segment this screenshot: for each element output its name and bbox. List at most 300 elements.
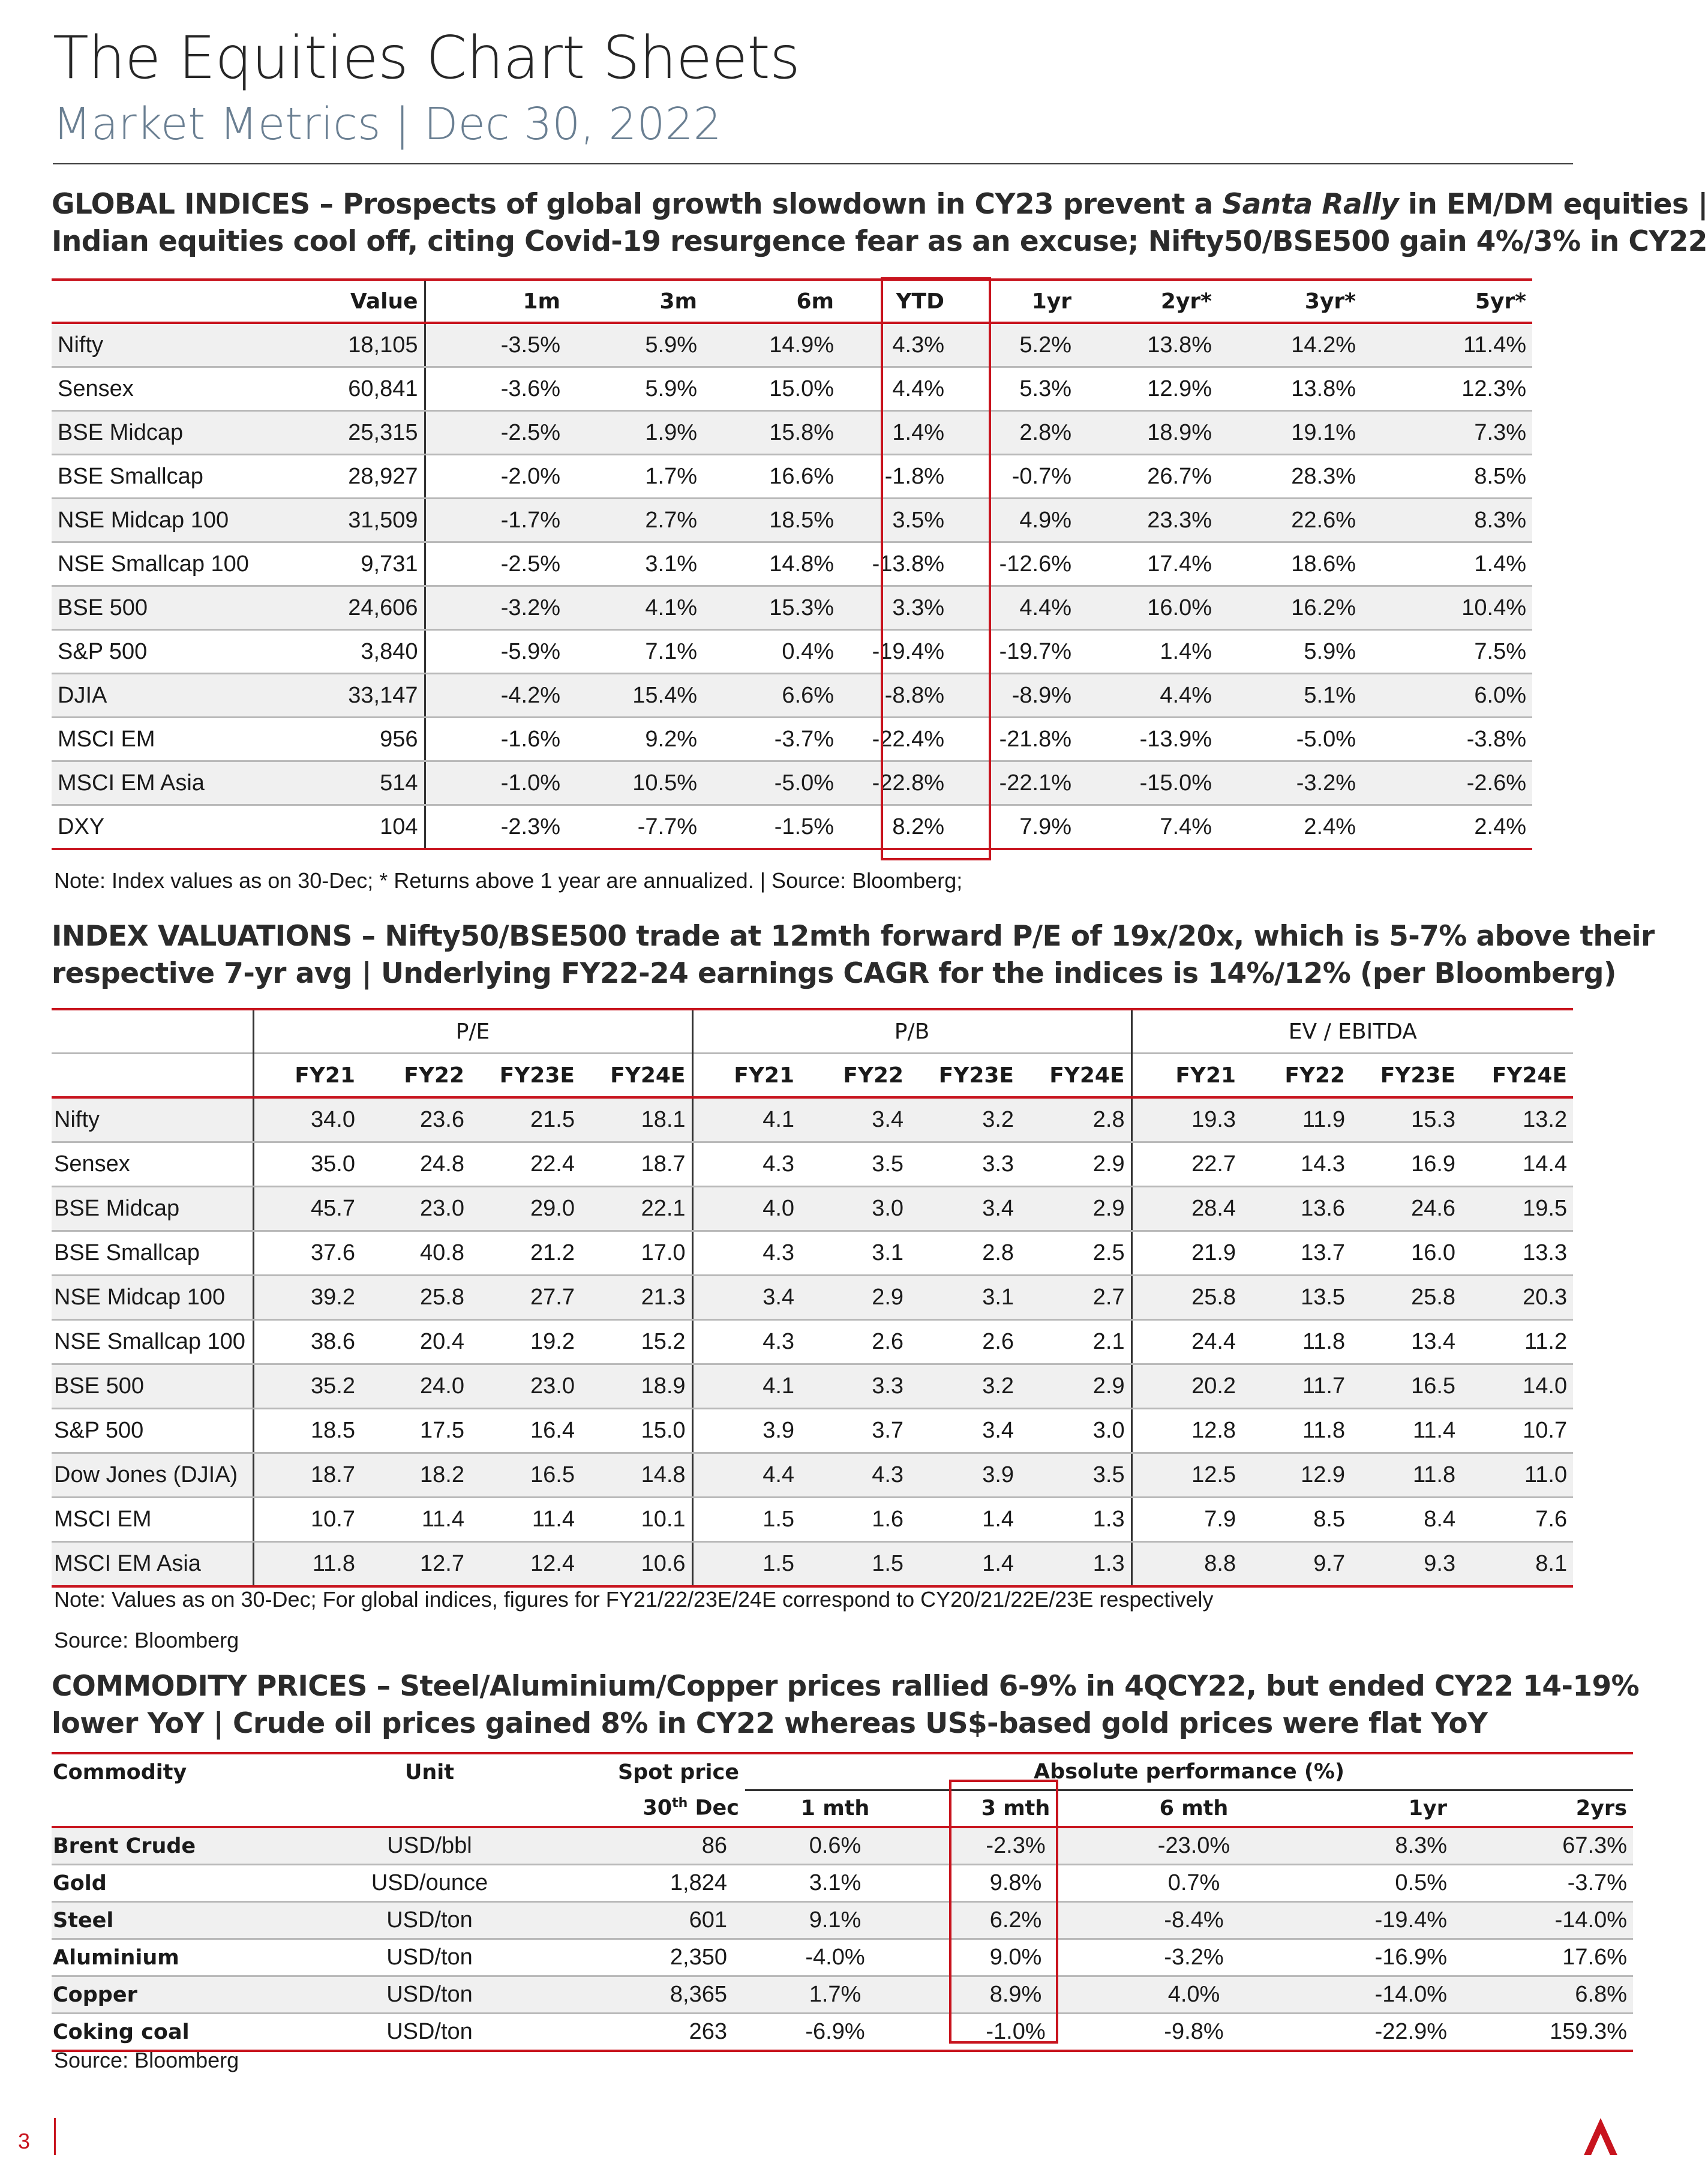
table-cell: -5.0%	[703, 761, 840, 805]
table-cell: 0.4%	[703, 630, 840, 674]
table-cell: 14.2%	[1218, 323, 1362, 367]
table-header-row	[52, 1753, 1633, 1790]
table-cell: 22.7	[1131, 1142, 1242, 1187]
table-cell: -16.9%	[1281, 1939, 1453, 1976]
column-header: FY24E	[1461, 1054, 1573, 1098]
table-cell: 11.7	[1242, 1364, 1351, 1409]
table-cell: 3.3	[909, 1142, 1020, 1187]
table-cell: 16.5	[470, 1453, 581, 1498]
table-cell: -2.3%	[425, 805, 566, 850]
table-cell: 14.3	[1242, 1142, 1351, 1187]
table-cell: 3.9	[692, 1409, 800, 1453]
table-cell: 24.6	[1351, 1187, 1461, 1231]
table-cell: 8.5	[1242, 1498, 1351, 1542]
index-valuations-heading	[52, 918, 1655, 992]
table-cell: 40.8	[361, 1231, 470, 1276]
column-header: 2yrs	[1453, 1790, 1633, 1828]
table-cell: -9.8%	[1106, 2014, 1281, 2051]
table-group-header-row	[52, 1009, 1573, 1054]
table-cell: 1.4%	[1077, 630, 1218, 674]
table-cell: -1.8%	[840, 455, 950, 499]
table-row	[52, 1409, 1573, 1453]
page-title: The Equities Chart Sheets	[53, 24, 800, 92]
table-cell: 24.8	[361, 1142, 470, 1187]
table-cell: 9.0%	[925, 1939, 1106, 1976]
table-cell: 15.3%	[703, 586, 840, 630]
table-cell: -8.9%	[950, 674, 1077, 718]
table-cell: -1.6%	[425, 718, 566, 761]
column-header: FY24E	[581, 1054, 692, 1098]
table-row	[52, 1097, 1573, 1142]
heading-text: Indian equities cool off, citing Covid-19 resurgence fear as an excuse; Nifty50/BSE500 gain 4%/3% in CY22	[52, 225, 1707, 258]
table-cell: -8.8%	[840, 674, 950, 718]
column-header	[52, 280, 286, 323]
row-label: Steel	[52, 1902, 316, 1939]
table-cell: 3.2	[909, 1097, 1020, 1142]
table-row	[52, 367, 1532, 411]
table-cell: 4.3%	[840, 323, 950, 367]
table-cell: USD/ton	[316, 2014, 544, 2051]
table-cell: -8.4%	[1106, 1902, 1281, 1939]
table-cell: 956	[286, 718, 425, 761]
page-subtitle: Market Metrics | Dec 30, 2022	[53, 98, 722, 150]
table-cell: 45.7	[253, 1187, 361, 1231]
table-cell: 4.4	[692, 1453, 800, 1498]
table-cell: 263	[544, 2014, 745, 2051]
table-cell: -19.4%	[1281, 1902, 1453, 1939]
table-cell: 5.2%	[950, 323, 1077, 367]
table-cell: 1.4	[909, 1542, 1020, 1587]
spot-date-suffix: th	[672, 1795, 688, 1811]
table-cell: 2.5	[1020, 1231, 1131, 1276]
row-label: S&P 500	[52, 630, 286, 674]
table-cell: 3.1	[800, 1231, 909, 1276]
table-cell: 9.2%	[566, 718, 703, 761]
spot-date-day: 30	[643, 1796, 673, 1820]
table-cell: 7.9	[1131, 1498, 1242, 1542]
table-cell: 6.8%	[1453, 1976, 1633, 2014]
table-cell: 9,731	[286, 542, 425, 586]
table-cell: 38.6	[253, 1320, 361, 1364]
heading-text: GLOBAL INDICES – Prospects of global growth slowdown in CY23 prevent a	[52, 188, 1223, 221]
table-cell: -2.3%	[925, 1827, 1106, 1865]
table-cell: 10.5%	[566, 761, 703, 805]
table-cell: 18.7	[581, 1142, 692, 1187]
table-cell: 16.4	[470, 1409, 581, 1453]
table-cell: 11.8	[1242, 1320, 1351, 1364]
table-cell: 514	[286, 761, 425, 805]
table-cell: 22.1	[581, 1187, 692, 1231]
column-header-unit: Unit	[316, 1753, 544, 1790]
row-label: Nifty	[52, 323, 286, 367]
table-cell: 2.9	[1020, 1364, 1131, 1409]
table-cell: 1.7%	[566, 455, 703, 499]
table-cell: 27.7	[470, 1276, 581, 1320]
table-cell: 9.8%	[925, 1865, 1106, 1902]
table-row	[52, 1976, 1633, 2014]
table-cell: 4.1%	[566, 586, 703, 630]
table-cell: 9.7	[1242, 1542, 1351, 1587]
table-cell: 3.3%	[840, 586, 950, 630]
row-label: Dow Jones (DJIA)	[52, 1453, 253, 1498]
table-cell: 16.0	[1351, 1231, 1461, 1276]
table-cell: 4.3	[692, 1142, 800, 1187]
table-cell: 3.1%	[745, 1865, 925, 1902]
row-label: Sensex	[52, 1142, 253, 1187]
table-cell: 19.3	[1131, 1097, 1242, 1142]
table-cell: 2.8	[1020, 1097, 1131, 1142]
table-cell: 17.0	[581, 1231, 692, 1276]
table-cell: -23.0%	[1106, 1827, 1281, 1865]
table-cell: 86	[544, 1827, 745, 1865]
heading-text: in EM/DM equities |	[1398, 188, 1708, 221]
table-cell: 18.7	[253, 1453, 361, 1498]
column-header: FY24E	[1020, 1054, 1131, 1098]
table-cell: 67.3%	[1453, 1827, 1633, 1865]
table-cell: 12.3%	[1362, 367, 1532, 411]
row-label: Gold	[52, 1865, 316, 1902]
table-cell: 12.8	[1131, 1409, 1242, 1453]
column-header: 6 mth	[1106, 1790, 1281, 1828]
table-cell: 3.4	[800, 1097, 909, 1142]
row-label: Sensex	[52, 367, 286, 411]
table-cell: USD/bbl	[316, 1827, 544, 1865]
table-cell: 21.3	[581, 1276, 692, 1320]
table-row	[52, 455, 1532, 499]
table-cell: -3.2%	[425, 586, 566, 630]
row-label: BSE Midcap	[52, 411, 286, 455]
row-label: Coking coal	[52, 2014, 316, 2051]
column-header: 1m	[425, 280, 566, 323]
table-cell: 18.5	[253, 1409, 361, 1453]
column-header-spot-date	[544, 1790, 745, 1828]
row-label: BSE 500	[52, 1364, 253, 1409]
table-cell: 11.8	[1242, 1409, 1351, 1453]
table-cell: 7.4%	[1077, 805, 1218, 850]
table-cell: 6.6%	[703, 674, 840, 718]
empty-header-cell	[52, 1790, 316, 1828]
table-cell: 20.2	[1131, 1364, 1242, 1409]
table-row	[52, 323, 1532, 367]
column-header: 2yr*	[1077, 280, 1218, 323]
table-cell: 1,824	[544, 1865, 745, 1902]
table-row	[52, 1231, 1573, 1276]
table-cell: 22.4	[470, 1142, 581, 1187]
table-cell: 10.1	[581, 1498, 692, 1542]
table-cell: 8.3%	[1281, 1827, 1453, 1865]
table-cell: 60,841	[286, 367, 425, 411]
table-cell: -5.0%	[1218, 718, 1362, 761]
table-cell: 28,927	[286, 455, 425, 499]
table-cell: -3.6%	[425, 367, 566, 411]
table-cell: 18.1	[581, 1097, 692, 1142]
table-cell: 21.2	[470, 1231, 581, 1276]
column-header: 6m	[703, 280, 840, 323]
table-header-row	[52, 280, 1532, 323]
column-header: FY21	[1131, 1054, 1242, 1098]
table-cell: -3.2%	[1106, 1939, 1281, 1976]
column-header: FY23E	[1351, 1054, 1461, 1098]
table-row	[52, 1142, 1573, 1187]
table-row	[52, 1276, 1573, 1320]
table-cell: 2.6	[909, 1320, 1020, 1364]
table-cell: 29.0	[470, 1187, 581, 1231]
table-cell: USD/ounce	[316, 1865, 544, 1902]
table-cell: -7.7%	[566, 805, 703, 850]
table-cell: 23.0	[361, 1187, 470, 1231]
table-row	[52, 1187, 1573, 1231]
table-cell: 13.8%	[1218, 367, 1362, 411]
table-cell: 33,147	[286, 674, 425, 718]
table-cell: 9.1%	[745, 1902, 925, 1939]
table-cell: -14.0%	[1453, 1902, 1633, 1939]
heading-text: INDEX VALUATIONS – Nifty50/BSE500 trade at 12mth forward P/E of 19x/20x, which is 5-7% above their	[52, 920, 1655, 953]
table-row	[52, 761, 1532, 805]
table-cell: 4.3	[692, 1320, 800, 1364]
table-cell: 3.1%	[566, 542, 703, 586]
table-cell: -3.7%	[703, 718, 840, 761]
table-cell: 3.0	[800, 1187, 909, 1231]
source-line: Source: Bloomberg	[54, 1628, 239, 1652]
table-subheader-row	[52, 1790, 1633, 1828]
table-cell: 24,606	[286, 586, 425, 630]
table-cell: 4.1	[692, 1364, 800, 1409]
table-cell: -4.2%	[425, 674, 566, 718]
table-cell: -5.9%	[425, 630, 566, 674]
table-cell: -1.0%	[925, 2014, 1106, 2051]
table-cell: 8.9%	[925, 1976, 1106, 2014]
table-cell: -1.0%	[425, 761, 566, 805]
table-cell: -1.5%	[703, 805, 840, 850]
table-cell: 11.4%	[1362, 323, 1532, 367]
table-cell: -22.1%	[950, 761, 1077, 805]
table-cell: 10.4%	[1362, 586, 1532, 630]
table-cell: 21.9	[1131, 1231, 1242, 1276]
table-cell: 12.5	[1131, 1453, 1242, 1498]
heading-italic-text: Santa Rally	[1222, 188, 1399, 221]
table-cell: 11.4	[470, 1498, 581, 1542]
table-cell: -19.4%	[840, 630, 950, 674]
table-cell: 2.8	[909, 1231, 1020, 1276]
table-cell: 2.9	[1020, 1142, 1131, 1187]
table-cell: 4.4%	[1077, 674, 1218, 718]
group-header-pb: P/B	[692, 1009, 1131, 1054]
table-cell: -12.6%	[950, 542, 1077, 586]
table-cell: 2.4%	[1362, 805, 1532, 850]
table-cell: 14.9%	[703, 323, 840, 367]
group-header-pe: P/E	[253, 1009, 692, 1054]
table-cell: 4.3	[692, 1231, 800, 1276]
table-cell: 7.9%	[950, 805, 1077, 850]
table-cell: -13.9%	[1077, 718, 1218, 761]
table-cell: 5.9%	[566, 367, 703, 411]
table-cell: 1.4	[909, 1498, 1020, 1542]
table-cell: 35.2	[253, 1364, 361, 1409]
table-cell: 14.0	[1461, 1364, 1573, 1409]
table-cell: 25.8	[1131, 1276, 1242, 1320]
table-cell: 15.3	[1351, 1097, 1461, 1142]
table-cell: -4.0%	[745, 1939, 925, 1976]
table-row	[52, 542, 1532, 586]
table-row	[52, 586, 1532, 630]
table-cell: 0.6%	[745, 1827, 925, 1865]
table-cell: -13.8%	[840, 542, 950, 586]
table-cell: -2.6%	[1362, 761, 1532, 805]
table-cell: -14.0%	[1281, 1976, 1453, 2014]
table-cell: 8.1	[1461, 1542, 1573, 1587]
corner-cell	[52, 1054, 253, 1098]
table-cell: 23.0	[470, 1364, 581, 1409]
page-number-bar	[54, 2118, 56, 2155]
table-cell: 3.3	[800, 1364, 909, 1409]
table-cell: 12.4	[470, 1542, 581, 1587]
table-cell: 13.7	[1242, 1231, 1351, 1276]
table-cell: 9.3	[1351, 1542, 1461, 1587]
column-header: 3m	[566, 280, 703, 323]
table-row	[52, 2014, 1633, 2051]
table-cell: 11.8	[1351, 1453, 1461, 1498]
table-cell: 601	[544, 1902, 745, 1939]
table-cell: -3.7%	[1453, 1865, 1633, 1902]
commodity-prices-table	[52, 1752, 1633, 2052]
row-label: NSE Smallcap 100	[52, 1320, 253, 1364]
table-cell: 1.3	[1020, 1542, 1131, 1587]
table-cell: 1.9%	[566, 411, 703, 455]
table-cell: 25,315	[286, 411, 425, 455]
table-cell: -3.5%	[425, 323, 566, 367]
table-cell: 7.5%	[1362, 630, 1532, 674]
table-cell: -3.2%	[1218, 761, 1362, 805]
table-cell: 13.2	[1461, 1097, 1573, 1142]
table-row	[52, 718, 1532, 761]
table-cell: 13.8%	[1077, 323, 1218, 367]
row-label: MSCI EM Asia	[52, 761, 286, 805]
table-cell: 20.3	[1461, 1276, 1573, 1320]
row-label: BSE Smallcap	[52, 455, 286, 499]
table-cell: 3.7	[800, 1409, 909, 1453]
table-cell: 3.5	[1020, 1453, 1131, 1498]
table-cell: 14.8%	[703, 542, 840, 586]
row-label: BSE Midcap	[52, 1187, 253, 1231]
column-header: Value	[286, 280, 425, 323]
table-cell: -1.7%	[425, 499, 566, 542]
table-cell: -22.9%	[1281, 2014, 1453, 2051]
table-cell: 10.6	[581, 1542, 692, 1587]
table-cell: 3.4	[909, 1187, 1020, 1231]
table-cell: 2.7%	[566, 499, 703, 542]
table-cell: 7.1%	[566, 630, 703, 674]
table-row	[52, 1320, 1573, 1364]
table-cell: 7.3%	[1362, 411, 1532, 455]
table-cell: 18,105	[286, 323, 425, 367]
table-row	[52, 805, 1532, 850]
table-cell: 5.9%	[566, 323, 703, 367]
column-header: 3 mth	[925, 1790, 1106, 1828]
table-row	[52, 1453, 1573, 1498]
table-cell: USD/ton	[316, 1939, 544, 1976]
table-cell: 18.5%	[703, 499, 840, 542]
table-cell: 1.5	[800, 1542, 909, 1587]
table-cell: 16.9	[1351, 1142, 1461, 1187]
table-row	[52, 630, 1532, 674]
table-cell: 23.3%	[1077, 499, 1218, 542]
row-label: NSE Midcap 100	[52, 1276, 253, 1320]
table-cell: 2.7	[1020, 1276, 1131, 1320]
table-cell: 13.5	[1242, 1276, 1351, 1320]
table-cell: 16.5	[1351, 1364, 1461, 1409]
table-cell: 0.7%	[1106, 1865, 1281, 1902]
table-cell: 39.2	[253, 1276, 361, 1320]
table-cell: 25.8	[1351, 1276, 1461, 1320]
column-header-commodity: Commodity	[52, 1753, 316, 1790]
table-row	[52, 1902, 1633, 1939]
commodity-prices-heading	[52, 1668, 1639, 1742]
table-cell: 11.4	[1351, 1409, 1461, 1453]
table-cell: 12.9	[1242, 1453, 1351, 1498]
table-cell: 2.9	[1020, 1187, 1131, 1231]
table-cell: 31,509	[286, 499, 425, 542]
table-cell: 4.4%	[950, 586, 1077, 630]
table-cell: 2,350	[544, 1939, 745, 1976]
table-cell: 8.2%	[840, 805, 950, 850]
table-cell: 3.1	[909, 1276, 1020, 1320]
table-cell: 2.4%	[1218, 805, 1362, 850]
table-cell: 8.4	[1351, 1498, 1461, 1542]
column-header: YTD	[840, 280, 950, 323]
table-cell: 7.6	[1461, 1498, 1573, 1542]
table-cell: 19.2	[470, 1320, 581, 1364]
row-label: DJIA	[52, 674, 286, 718]
table-cell: 28.4	[1131, 1187, 1242, 1231]
table-cell: 14.4	[1461, 1142, 1573, 1187]
table-cell: 8.3%	[1362, 499, 1532, 542]
table-cell: 10.7	[253, 1498, 361, 1542]
table-cell: 159.3%	[1453, 2014, 1633, 2051]
column-header: FY21	[253, 1054, 361, 1098]
table-cell: 11.4	[361, 1498, 470, 1542]
spot-date-month: Dec	[688, 1796, 739, 1820]
table-cell: 8.8	[1131, 1542, 1242, 1587]
table-cell: 2.9	[800, 1276, 909, 1320]
table-cell: 3.5	[800, 1142, 909, 1187]
column-header: 1yr	[950, 280, 1077, 323]
column-header: FY21	[692, 1054, 800, 1098]
index-valuations-table	[52, 1008, 1573, 1588]
column-header: 3yr*	[1218, 280, 1362, 323]
row-label: NSE Smallcap 100	[52, 542, 286, 586]
table-row	[52, 674, 1532, 718]
table-row	[52, 1865, 1633, 1902]
table-cell: 13.4	[1351, 1320, 1461, 1364]
table-row	[52, 499, 1532, 542]
table-cell: 4.1	[692, 1097, 800, 1142]
table-cell: 1.5	[692, 1498, 800, 1542]
table-cell: 2.6	[800, 1320, 909, 1364]
table-row	[52, 1827, 1633, 1865]
table-cell: 17.6%	[1453, 1939, 1633, 1976]
table-cell: 5.1%	[1218, 674, 1362, 718]
column-header: 5yr*	[1362, 280, 1532, 323]
table-cell: -22.8%	[840, 761, 950, 805]
table-cell: 4.9%	[950, 499, 1077, 542]
commodity-source: Source: Bloomberg	[54, 2048, 239, 2072]
table-cell: 10.7	[1461, 1409, 1573, 1453]
table-cell: 3.5%	[840, 499, 950, 542]
table-cell: 23.6	[361, 1097, 470, 1142]
table-cell: 4.4%	[840, 367, 950, 411]
table-cell: 11.8	[253, 1542, 361, 1587]
table-cell: 16.2%	[1218, 586, 1362, 630]
